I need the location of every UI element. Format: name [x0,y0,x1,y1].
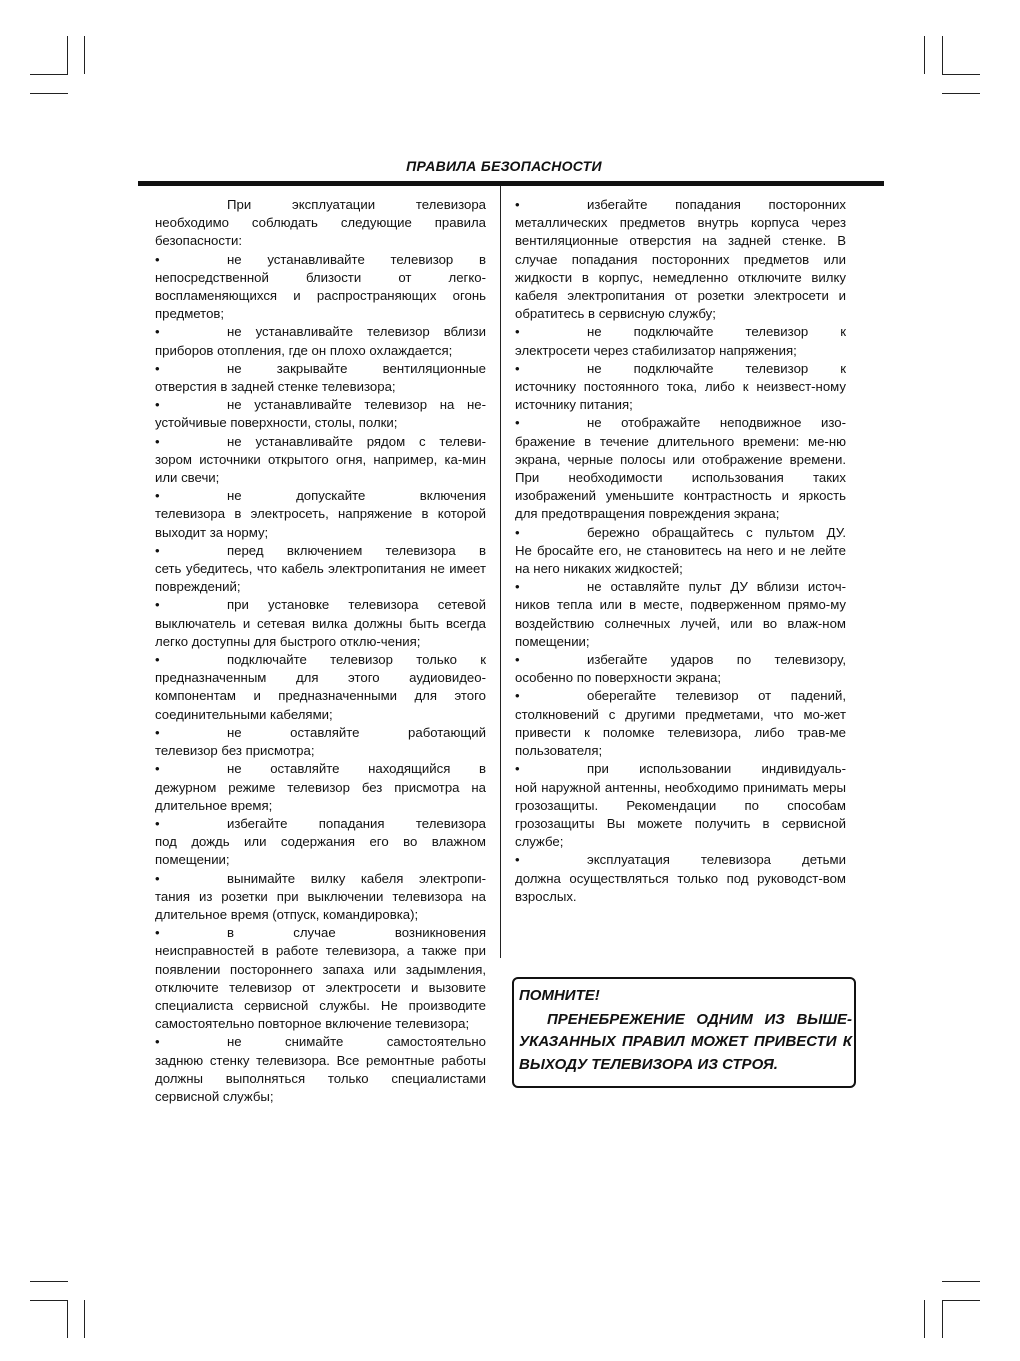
crop-mark [942,74,980,75]
rule-item [155,1033,486,1106]
rule-item [155,542,486,597]
left-rules-list [155,251,486,1107]
rule-item-text: выключатель и сетевая вилка должны быть всегда легко доступны для быстрого отклю-чения; [155,615,486,649]
rule-item [515,687,846,760]
rule-item [155,724,486,760]
rule-item [155,323,486,359]
crop-mark [942,1300,980,1301]
crop-mark [924,36,925,74]
rule-item-text: заднюю стенку телевизора. Все ремонтные работы должны выполняться только специалистами сервисной службы; [155,1052,486,1104]
crop-mark [67,36,68,74]
rule-item [155,396,486,432]
rule-item-lead: не закрывайте вентиляционные [227,360,486,376]
rule-item-text: приборов отопления, где он плохо охлаждается; [155,342,453,358]
rule-item [155,596,486,651]
rule-item-text: металлических предметов внутрь корпуса через вентиляционные отверстия на задней стенке. В случае попадания посторонних предметов или жидкости в корпус, немедленно отключите вилку кабеля электропитания от розетки электросети и обратитесь в сервисную службу; [515,215,846,322]
bullet-marker: • [515,360,520,376]
rule-item [155,360,486,396]
rule-item [155,433,486,488]
crop-mark [924,1300,925,1338]
rule-item [515,196,846,323]
rule-item [515,651,846,687]
rule-item-text: телевизор без присмотра; [155,743,315,759]
rule-item-lead: оберегайте телевизор от падений, [587,688,846,704]
rule-item-text: непосредственной близости от легко-воспламеняющихся и распространяющих огонь предметов; [155,269,486,322]
bullet-marker: • [155,652,160,668]
rule-item-text: неисправностей в работе телевизора, а также при появлении постороннего запаха или задымления, отключите телевизор от электросети и вызовите специалиста сервисной службы. Не производите самостоятельно повторное включение телевизора; [155,943,486,1032]
bullet-marker: • [155,925,160,941]
rule-item-lead: не отображайте неподвижное изо- [587,415,846,431]
rule-item-lead: не устанавливайте телевизор в [227,251,486,267]
rule-item-text: зором источники открытого огня, например, ка-мин или свечи; [155,451,486,486]
bullet-marker: • [515,688,520,704]
rule-item-lead: не подключайте телевизор к [587,324,846,340]
notice-title: ПОМНИТЕ! [519,987,600,1004]
right-rules-list [515,196,846,906]
bullet-marker: • [155,870,160,886]
rule-item [515,760,846,851]
rule-item-text: устойчивые поверхности, столы, полки; [155,415,398,431]
crop-mark [30,1281,68,1282]
rule-item-text: Не бросайте его, не становитесь на него и не лейте на него никаких жидкостей; [515,542,846,577]
rule-item [515,360,846,415]
bullet-marker: • [515,324,520,340]
bullet-marker: • [515,852,520,868]
rule-item [155,870,486,925]
bullet-marker: • [155,597,160,613]
rule-item [155,487,486,542]
bullet-marker: • [515,761,520,777]
rule-item [155,924,486,1033]
rule-item-lead: не устанавливайте рядом с телеви- [227,433,486,449]
bullet-marker: • [155,1034,160,1050]
rule-item-lead: при установке телевизора сетевой [227,597,486,613]
bullet-marker: • [155,815,160,831]
notice-box [512,977,856,1088]
rule-item-lead: избегайте ударов по телевизору, [587,652,846,668]
rule-item [515,414,846,523]
crop-mark [942,1281,980,1282]
rule-item [155,815,486,870]
crop-mark [30,74,68,75]
rule-item-lead: не оставляйте пульт ДУ вблизи источ- [587,579,846,595]
bullet-marker: • [155,542,160,558]
rule-item-text: должна осуществляться только под руководст-вом взрослых. [515,870,846,904]
rule-item [515,578,846,651]
rule-item-lead: при использовании индивидуаль- [587,761,846,777]
bullet-marker: • [155,724,160,740]
rule-item-lead: вынимайте вилку кабеля электропи- [227,870,486,886]
rule-item [515,323,846,359]
rule-item [515,524,846,579]
rule-item-lead: не снимайте самостоятельно [227,1034,486,1050]
bullet-marker: • [515,524,520,540]
bullet-marker: • [155,433,160,449]
rule-item-lead: избегайте попадания посторонних [587,197,846,212]
rule-item-text: предназначенным для этого аудиовидео-компонентам и предназначенными для этого соединительными кабелями; [155,670,486,722]
rule-item-lead: не устанавливайте телевизор на не- [227,397,486,413]
bullet-marker: • [515,197,520,212]
crop-mark [30,93,68,94]
rule-item-lead: бережно обращайтесь с пультом ДУ. [587,524,846,540]
rule-item-lead: подключайте телевизор только к [227,652,486,668]
rule-item-text: бражение в течение длительного времени: ме-ню экрана, черные полосы или отображение времени. При необходимости использования таких изображений уменьшите контрастность и яркость для предотвращения повреждения экрана; [515,433,846,522]
rule-item-lead: избегайте попадания телевизора [227,815,486,831]
rule-item-lead: не допускайте включения [227,488,486,504]
rule-item [155,251,486,324]
rule-item [515,851,846,906]
rule-item-lead: не оставляйте работающий [227,724,486,740]
crop-mark [942,36,943,74]
rule-item-text: столкновений с другими предметами, что мо-жет привести к поломке телевизора, либо трав-ме пользователя; [515,706,846,759]
crop-mark [942,1300,943,1338]
rule-item-text: особенно по поверхности экрана; [515,670,722,686]
rule-item [155,651,486,724]
bullet-marker: • [155,324,160,340]
bullet-marker: • [155,251,160,267]
rule-item-text: дежурном режиме телевизор без присмотра на длительное время; [155,779,486,813]
column-divider [500,186,501,958]
rule-item [155,760,486,815]
rule-item-lead: в случае возникновения [227,925,486,941]
notice-body: ПРЕНЕБРЕЖЕНИЕ ОДНИМ ИЗ ВЫШЕ-УКАЗАННЫХ ПРАВИЛ МОЖЕТ ПРИВЕСТИ К ВЫХОДУ ТЕЛЕВИЗОРА ИЗ СТРОЯ. [519,1010,852,1073]
crop-mark [67,1300,68,1338]
bullet-marker: • [155,397,160,413]
rule-item-text: тания из розетки при выключении телевизора на длительное время (отпуск, командировка); [155,888,486,922]
rule-item-text: источнику постоянного тока, либо к неизвест-ному источнику питания; [515,379,846,413]
rule-item-text: телевизора в электросеть, напряжение в которой выходит за норму; [155,506,486,540]
bullet-marker: • [515,652,520,668]
rule-item-text: отверстия в задней стенке телевизора; [155,379,396,395]
crop-mark [84,36,85,74]
rule-item-text: электросети через стабилизатор напряжения; [515,342,797,358]
bullet-marker: • [155,488,160,504]
crop-mark [942,93,980,94]
crop-mark [30,1300,68,1301]
right-column [515,196,846,906]
left-column [155,196,486,1106]
rule-item-text: сеть убедитесь, что кабель электропитания не имеет повреждений; [155,561,486,595]
rule-item-text: ной наружной антенны, необходимо принимать меры грозозащиты. Рекомендации по способам грозозащиты Вы можете получить в сервисной службе; [515,779,846,850]
rule-item-lead: перед включением телевизора в [227,542,486,558]
bullet-marker: • [155,761,160,777]
bullet-marker: • [515,415,520,431]
rule-item-lead: не подключайте телевизор к [587,360,846,376]
rule-item-text: под дождь или содержания его во влажном помещении; [155,834,486,868]
page-title: ПРАВИЛА БЕЗОПАСНОСТИ [406,158,602,174]
rule-item-lead: не оставляйте находящийся в [227,761,486,777]
intro-text: При эксплуатации телевизора необходимо соблюдать следующие правила безопасности: [155,197,486,249]
bullet-marker: • [515,579,520,595]
header-rule [138,181,884,186]
rule-item-lead: не устанавливайте телевизор вблизи [227,324,486,340]
rule-item-text: ников тепла или в месте, подверженном прямо-му воздействию солнечных лучей, или во влаж-ном помещении; [515,597,846,649]
rule-item-lead: эксплуатация телевизора детьми [587,852,846,868]
bullet-marker: • [155,360,160,376]
crop-mark [84,1300,85,1338]
